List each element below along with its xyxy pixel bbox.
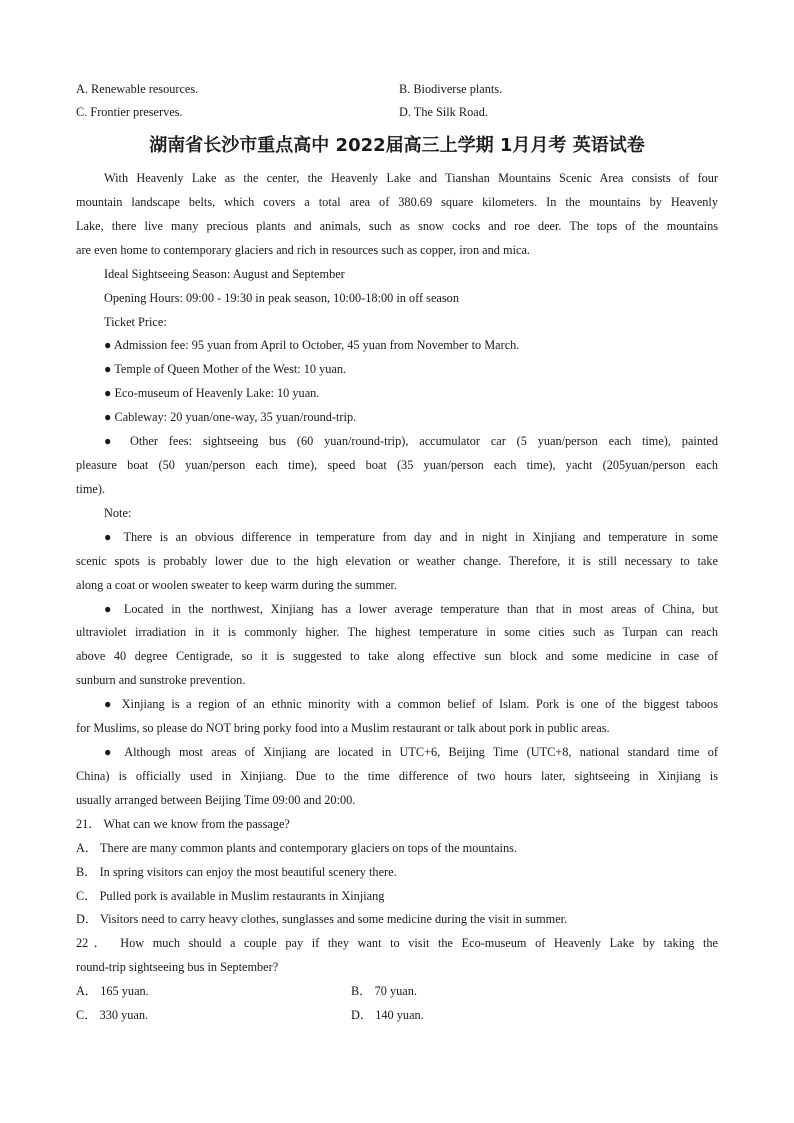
- note-1-line-2: scenic spots is probably lower due to the high elevation or weather change. Therefore, it is still necessary to take: [76, 554, 718, 568]
- q21-option-b: B． In spring visitors can enjoy the most beautiful scenery there.: [76, 865, 397, 879]
- opening-hours: Opening Hours: 09:00 - 19:30 in peak season, 10:00-18:00 in off season: [104, 291, 459, 305]
- q21-stem: 21． What can we know from the passage?: [76, 817, 290, 831]
- ticket-eco-museum: ● Eco-museum of Heavenly Lake: 10 yuan.: [104, 386, 320, 400]
- other-fees-line-2: pleasure boat (50 yuan/person each time), speed boat (35 yuan/person each time), yacht (205yuan/person each: [76, 458, 718, 472]
- note-label: Note:: [104, 506, 132, 520]
- ticket-temple: ● Temple of Queen Mother of the West: 10 yuan.: [104, 362, 347, 376]
- q22-option-b: B． 70 yuan.: [351, 984, 417, 998]
- q21-option-a: A． There are many common plants and contemporary glaciers on tops of the mountains.: [76, 841, 517, 855]
- other-fees-line-1: ● Other fees: sightseeing bus (60 yuan/round-trip), accumulator car (5 yuan/person each time), painted: [104, 434, 718, 448]
- note-3-line-1: ● Xinjiang is a region of an ethnic minority with a common belief of Islam. Pork is one of the biggest taboos: [104, 697, 718, 711]
- note-3-line-2: for Muslims, so please do NOT bring porky food into a Muslim restaurant or talk about pork in public areas.: [76, 721, 610, 735]
- other-fees-line-3: time).: [76, 482, 106, 496]
- intro-line-3: Lake, there live many precious plants and animals, such as snow cocks and roe deer. The tops of the mountains: [76, 219, 718, 233]
- q22-option-a: A． 165 yuan.: [76, 984, 149, 998]
- note-1-line-1: ● There is an obvious difference in temperature from day and in night in Xinjiang and temperature in some: [104, 530, 718, 544]
- ticket-price-label: Ticket Price:: [104, 315, 167, 329]
- q22-option-d: D． 140 yuan.: [351, 1008, 424, 1022]
- intro-line-2: mountain landscape belts, which covers a total area of 380.69 square kilometers. In the mountains by Heavenly: [76, 195, 718, 209]
- ticket-admission: ● Admission fee: 95 yuan from April to October, 45 yuan from November to March.: [104, 338, 520, 352]
- q21-option-c: C． Pulled pork is available in Muslim restaurants in Xinjiang: [76, 889, 385, 903]
- page-title: 湖南省长沙市重点高中 2022届高三上学期 1月月考 英语试卷: [149, 135, 645, 156]
- note-2-line-2: ultraviolet irradiation in it is commonly higher. The highest temperature in some cities such as Turpan can reach: [76, 625, 718, 639]
- ticket-cableway: ● Cableway: 20 yuan/one-way, 35 yuan/round-trip.: [104, 410, 357, 424]
- prev-option-c: C. Frontier preserves.: [76, 105, 183, 119]
- sightseeing-season: Ideal Sightseeing Season: August and September: [104, 267, 345, 281]
- note-4-line-2: China) is officially used in Xinjiang. Due to the time difference of two hours later, sightseeing in Xinjiang is: [76, 769, 718, 783]
- q22-option-c: C． 330 yuan.: [76, 1008, 149, 1022]
- note-2-line-1: ● Located in the northwest, Xinjiang has a lower average temperature than that in most areas of China, but: [104, 602, 718, 616]
- prev-option-a: A. Renewable resources.: [76, 82, 199, 96]
- prev-option-d: D. The Silk Road.: [399, 105, 488, 119]
- note-4-line-1: ● Although most areas of Xinjiang are located in UTC+6, Beijing Time (UTC+8, national standard time of: [104, 745, 718, 759]
- note-4-line-3: usually arranged between Beijing Time 09:00 and 20:00.: [76, 793, 356, 807]
- note-1-line-3: along a coat or woolen sweater to keep warm during the summer.: [76, 578, 397, 592]
- prev-option-b: B. Biodiverse plants.: [399, 82, 503, 96]
- q22-stem-line-1: 22． How much should a couple pay if they want to visit the Eco-museum of Heavenly Lake by taking the: [76, 936, 718, 950]
- q21-option-d: D． Visitors need to carry heavy clothes, sunglasses and some medicine during the visit in summer.: [76, 912, 568, 926]
- q22-stem-line-2: round-trip sightseeing bus in September?: [76, 960, 279, 974]
- intro-line-4: are even home to contemporary glaciers and rich in resources such as copper, iron and mica.: [76, 243, 530, 257]
- intro-line-1: With Heavenly Lake as the center, the Heavenly Lake and Tianshan Mountains Scenic Area consists of four: [104, 171, 718, 185]
- note-2-line-3: above 40 degree Centigrade, so it is suggested to take along effective sun block and some medicine in case of: [76, 649, 718, 663]
- note-2-line-4: sunburn and sunstroke prevention.: [76, 673, 246, 687]
